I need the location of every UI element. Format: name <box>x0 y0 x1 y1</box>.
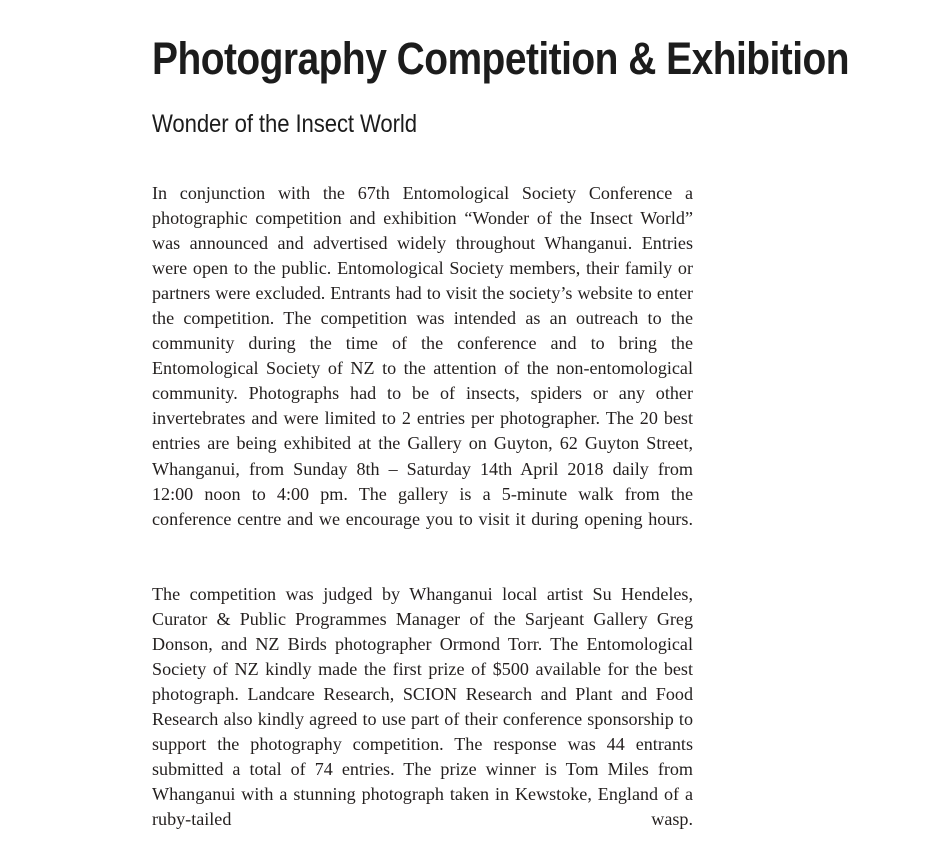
document-content <box>152 0 852 857</box>
page-title: Photography Competition & Exhibition <box>152 33 850 84</box>
paragraph-1: In conjunction with the 67th Entomological Society Conference a photographic competition and exhibition “Wonder of the Insect World” was announced and advertised widely throughout Whanganui. Entries were open to the public. Entomological Society members, their family or partners were excluded. Entrants had to visit the society’s website to enter the competition. The competition was intended as an outreach to the community during the time of the conference and to bring the Entomological Society of NZ to the attention of the non-entomological community. Photographs had to be of insects, spiders or any other invertebrates and were limited to 2 entries per photographer. The 20 best entries are being exhibited at the Gallery on Guyton, 62 Guyton Street, Whanganui, from Sunday 8th – Saturday 14th April 2018 daily from 12:00 noon to 4:00 pm. The gallery is a 5-minute walk from the conference centre and we encourage you to visit it during opening hours. <box>152 183 693 529</box>
body-text <box>152 137 693 857</box>
paragraph-2: The competition was judged by Whanganui local artist Su Hendeles, Curator & Public Programmes Manager of the Sarjeant Gallery Greg Donson, and NZ Birds photographer Ormond Torr. The Entomological Society of NZ kindly made the first prize of $500 available for the best photograph. Landcare Research, SCION Research and Plant and Food Research also kindly agreed to use part of their conference sponsorship to support the photography competition. The response was 44 entrants submitted a total of 74 entries. The prize winner is Tom Miles from Whanganui with a stunning photograph taken in Kewstoke, England of a ruby-tailed wasp. <box>152 583 693 830</box>
page-subtitle: Wonder of the Insect World <box>152 110 417 138</box>
